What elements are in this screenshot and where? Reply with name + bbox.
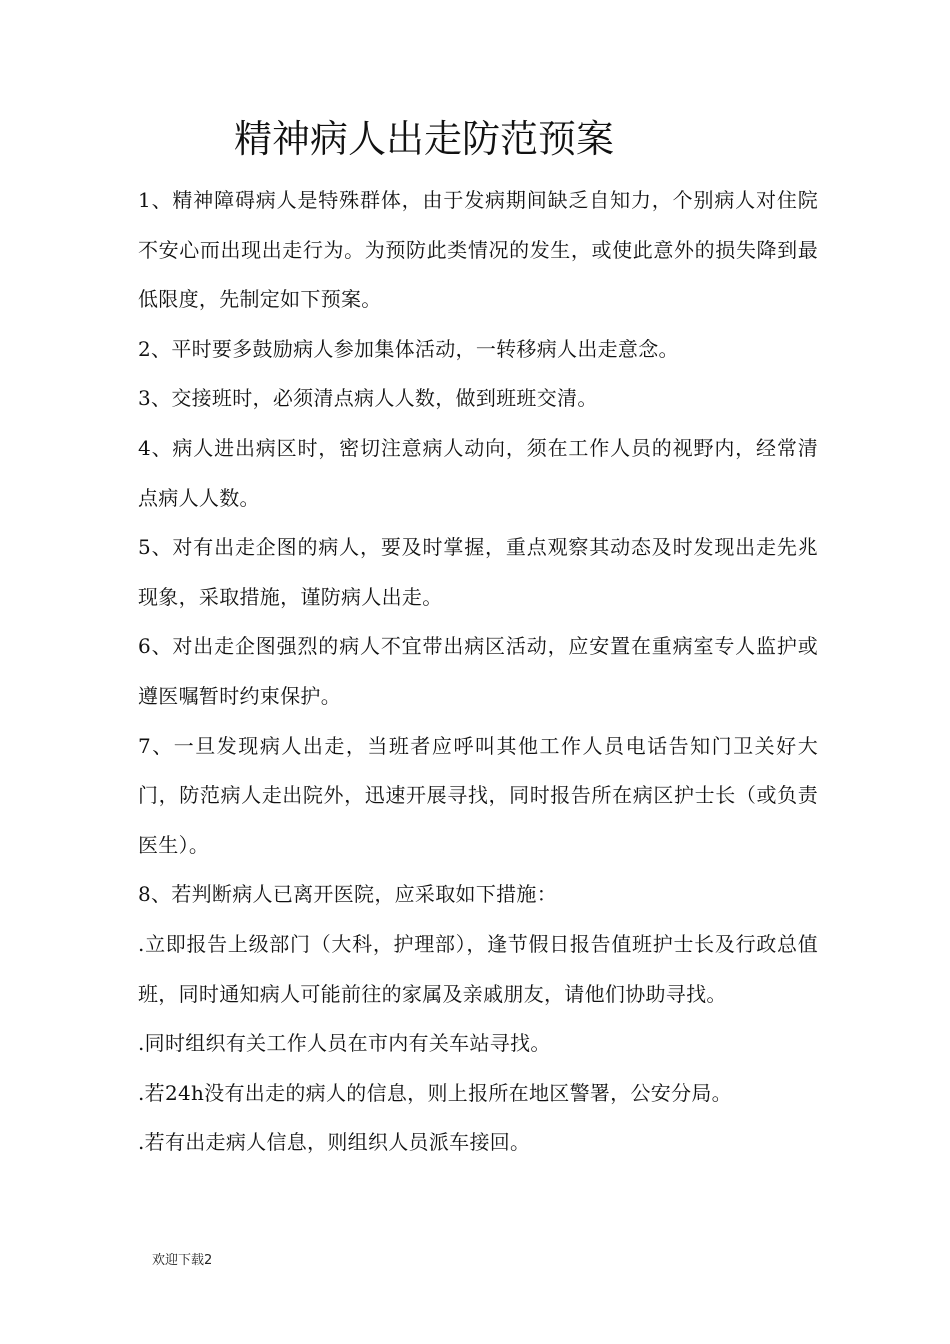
paragraph-8: 8、若判断病人已离开医院，应采取如下措施： xyxy=(138,882,558,907)
paragraph-1: 1、精神障碍病人是特殊群体，由于发病期间缺乏自知力，个别病人对住院不安心而出现出走行为。为预防此类情况的发生，或使此意外的损失降到最低限度，先制定如下预案。 xyxy=(138,188,818,312)
paragraph-3: 3、交接班时，必须清点病人人数，做到班班交清。 xyxy=(138,386,598,411)
document-body xyxy=(138,176,818,1168)
document-title: 精神病人出走防范预案 xyxy=(234,117,615,161)
paragraph-6: 6、对出走企图强烈的病人不宜带出病区活动，应安置在重病室专人监护或遵医嘱暂时约束保护。 xyxy=(138,634,818,708)
paragraph-2: 2、平时要多鼓励病人参加集体活动，一转移病人出走意念。 xyxy=(138,336,679,361)
paragraph-4: 4、病人进出病区时，密切注意病人动向，须在工作人员的视野内，经常清点病人人数。 xyxy=(138,435,818,510)
measure-pick-up: .若有出走病人信息，则组织人员派车接回。 xyxy=(138,1130,531,1155)
measure-report-police: .若24h没有出走的病人的信息，则上报所在地区警署，公安分局。 xyxy=(138,1080,732,1105)
measure-search-stations: .同时组织有关工作人员在市内有关车站寻找。 xyxy=(138,1031,551,1056)
measure-report-superiors: .立即报告上级部门（大科，护理部），逢节假日报告值班护士长及行政总值班，同时通知病人可能前往的家属及亲戚朋友，请他们协助寻找。 xyxy=(138,931,818,1006)
paragraph-5: 5、对有出走企图的病人，要及时掌握，重点观察其动态及时发现出走先兆现象，采取措施，谨防病人出走。 xyxy=(138,535,818,609)
paragraph-7: 7、一旦发现病人出走，当班者应呼叫其他工作人员电话告知门卫关好大门，防范病人走出院外，迅速开展寻找，同时报告所在病区护士长（或负责医生）。 xyxy=(138,733,818,857)
page-footer: 欢迎下载2 xyxy=(152,1253,213,1268)
